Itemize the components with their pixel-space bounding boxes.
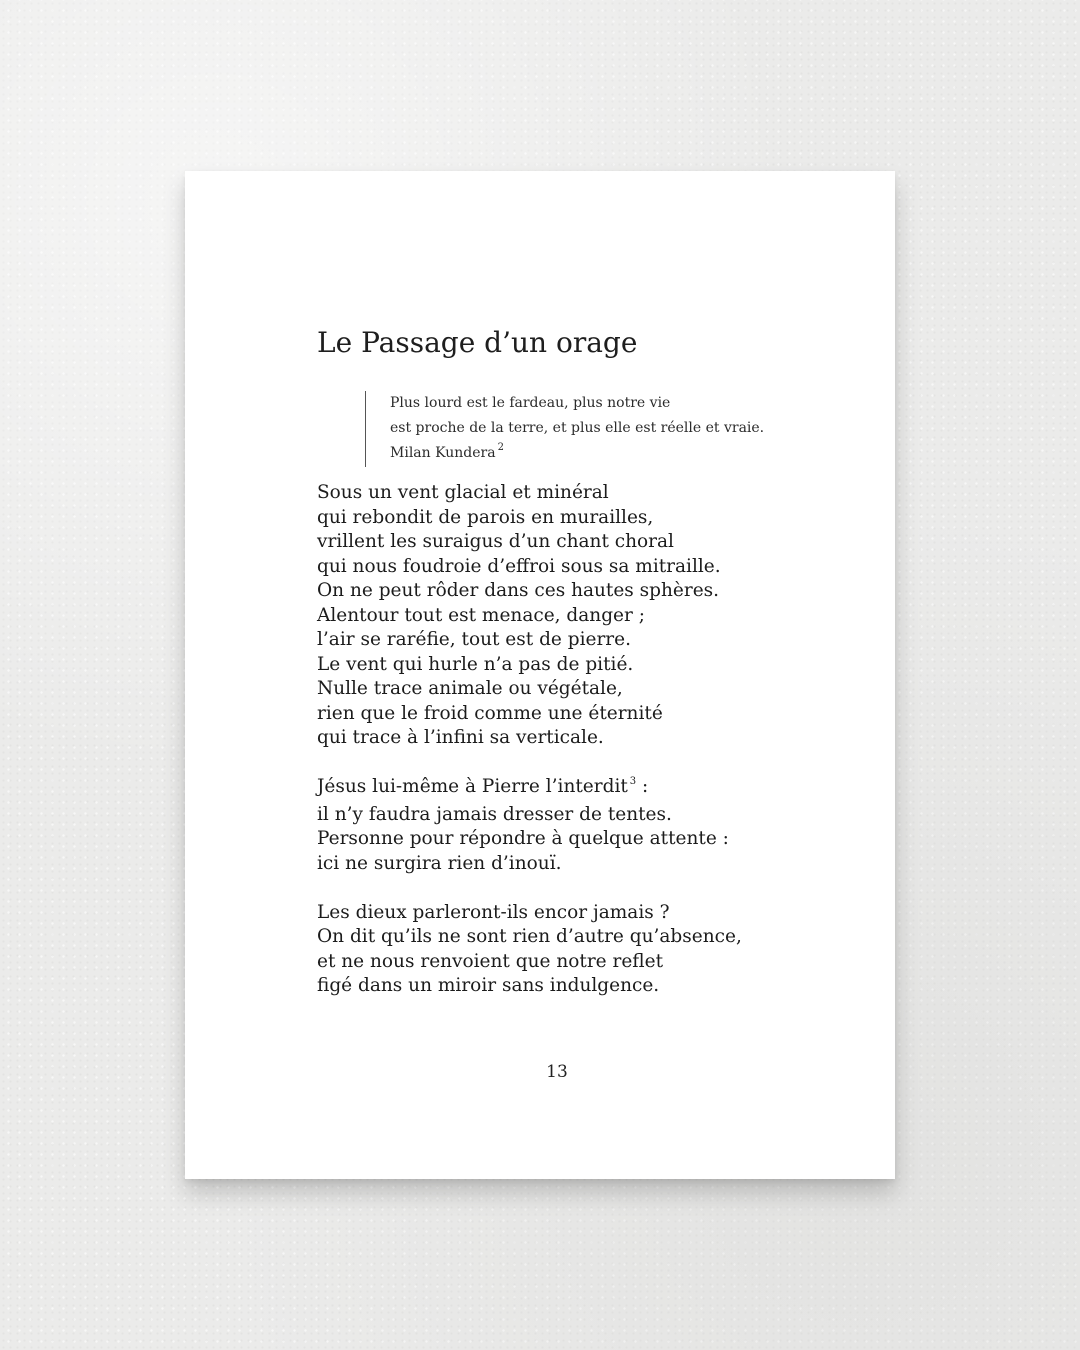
verse-line: Sous un vent glacial et minéral (317, 482, 609, 503)
verse-line: qui nous foudroie d’effroi sous sa mitraille. (317, 555, 721, 577)
verse-line (317, 775, 742, 803)
verse-line: il n’y faudra jamais dresser de tentes. (317, 803, 672, 825)
verse-line: ici ne surgira rien d’inouï. (317, 852, 562, 874)
verse-line: Le vent qui hurle n’a pas de pitié. (317, 653, 634, 675)
verse-line: qui rebondit de parois en murailles, (317, 506, 654, 528)
verse-line: Personne pour répondre à quelque attente : (317, 828, 729, 849)
stanza (317, 775, 742, 876)
verse-line: Alentour tout est menace, danger ; (317, 604, 645, 626)
verse-line: l’air se raréfie, tout est de pierre. (317, 629, 631, 650)
poem-title: Le Passage d’un orage (317, 326, 638, 359)
verse-line: et ne nous renvoient que notre reflet (317, 950, 663, 972)
stanza (317, 481, 742, 751)
verse-punctuation: : (636, 776, 649, 797)
verse-line: qui trace à l’infini sa verticale. (317, 727, 604, 748)
verse-line: On ne peut rôder dans ces hautes sphères. (317, 580, 720, 601)
verse-line: Nulle trace animale ou végétale, (317, 678, 623, 699)
stanza (317, 901, 742, 999)
verse-line: rien que le froid comme une éternité (317, 702, 663, 724)
epigraph-line: Plus lourd est le fardeau, plus notre vie (390, 395, 671, 411)
verse-line: Les dieux parleront-ils encor jamais ? (317, 901, 670, 923)
verse-text: Jésus lui-même à Pierre l’interdit (317, 776, 628, 797)
footnote-reference: 3 (629, 776, 637, 787)
verse-line: On dit qu’ils ne sont rien d’autre qu’absence, (317, 926, 742, 947)
epigraph (365, 391, 764, 467)
page-number: 13 (546, 1062, 568, 1082)
epigraph-line: est proche de la terre, et plus elle est réelle et vraie. (390, 420, 765, 436)
book-page (185, 171, 895, 1179)
epigraph-author: Milan Kundera (390, 445, 496, 461)
epigraph-attribution (390, 441, 764, 467)
verse-line: vrillent les suraigus d’un chant choral (317, 531, 674, 552)
verse-line: figé dans un miroir sans indulgence. (317, 975, 660, 996)
poem-body (317, 481, 742, 999)
footnote-reference: 2 (497, 442, 504, 453)
